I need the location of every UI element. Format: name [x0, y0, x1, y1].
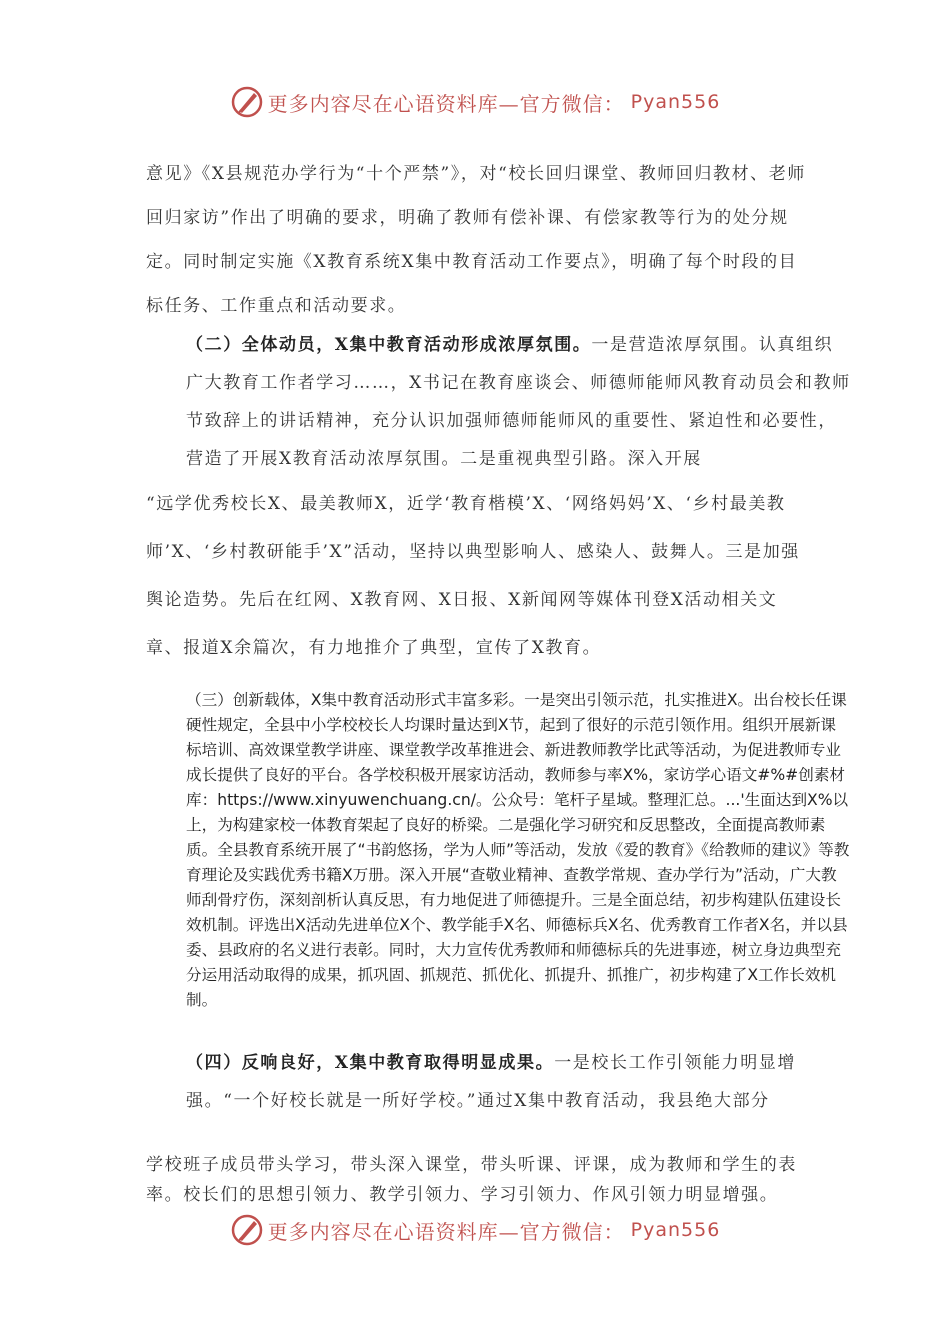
footer-banner [0, 1210, 950, 1250]
banner-text: 更多内容尽在心语资料库—官方微信： [267, 1219, 625, 1244]
paragraph-4-continued: 学校班子成员带头学习，带头深入课堂，带头听课、评课，成为教师和学生的表率。校长们的思想引领力、教学引领力、学习引领力、作风引领力明显增强。 [146, 1155, 797, 1205]
quill-pen-icon [230, 1213, 264, 1247]
banner-wechat-id: Pyan556 [630, 1219, 721, 1241]
paragraph-1: 意见》《X县规范办学行为“十个严禁”》，对“校长回归课堂、教师回归教材、老师回归家访”作出了明确的要求，明确了教师有偿补课、有偿家教等行为的处分规定。同时制定实施《X教育系统X集中教育活动工作要点》，明确了每个时段的目标任务、工作重点和活动要求。 [146, 164, 806, 316]
paragraph-4-heading: （四）反响良好，X集中教育取得明显成果。 [186, 1053, 555, 1073]
paragraph-3: （三）创新载体，X集中教育活动形式丰富多彩。一是突出引领示范，扎实推进X。出台校长任课硬性规定，全县中小学校校长人均课时量达到X节，起到了很好的示范引领作用。组织开展新课标培训、高效课堂教学讲座、课堂教学改革推进会、新进教师教学比武等活动，为促进教师专业成长提供了良好的平台。各学校积极开展家访活动，教师参与率X%，家访学心语文#%#创素材库：https://www.xinyuwenchuang.cn/。公众号：笔杆子星域。整理汇总。...'生面达到X%以上，为构建家校一体教育架起了良好的桥梁。二是强化学习研究和反思整改，全面提高教师素质。全县教育系统开展了“书韵悠扬，学为人师”等活动，发放《爱的教育》《给教师的建议》等教育理论及实践优秀书籍X万册。深入开展“查敬业精神、查教学常规、查办学行为”活动，广大教师刮骨疗伤，深刻剖析认真反思，有力地促进了师德提升。三是全面总结，初步构建队伍建设长效机制。评选出X活动先进单位X个、教学能手X名、师德标兵X名、优秀教育工作者X名，并以县委、县政府的名义进行表彰。同时，大力宣传优秀教师和师德标兵的先进事迹，树立身边典型充分运用活动取得的成果，抓巩固、抓规范、抓优化、抓提升、抓推广，初步构建了X工作长效机制。 [186, 691, 850, 1009]
paragraph-2-continued: “远学优秀校长X、最美教师X，近学‘教育楷模’X、‘网络妈妈’X、‘乡村最美教师’X、‘乡村教研能手’X”活动，坚持以典型影响人、感染人、鼓舞人。三是加强舆论造势。先后在红网、X教育网、X日报、X新闻网等媒体刊登X活动相关文章、报道X余篇次，有力地推介了典型，宣传了X教育。 [146, 494, 800, 658]
banner-wechat-id: Pyan556 [630, 91, 721, 113]
header-banner [0, 82, 950, 122]
paragraph-2-text: 一是营造浓厚氛围。认真组织广大教育工作者学习……，X书记在教育座谈会、师德师能师风教育动员会和教师节致辞上的讲话精神，充分认识加强师德师能师风的重要性、紧迫性和必要性，营造了开展X教育活动浓厚氛围。二是重视典型引路。深入开展 [186, 335, 851, 469]
banner-text: 更多内容尽在心语资料库—官方微信： [267, 91, 625, 116]
paragraph-2 [146, 326, 851, 478]
paragraph-4 [146, 1044, 851, 1120]
paragraph-4-text: 一是校长工作引领能力明显增强。“一个好校长就是一所好学校。”通过X集中教育活动，我县绝大部分 [186, 1053, 797, 1111]
paragraph-2-heading: （二）全体动员，X集中教育活动形成浓厚氛围。 [186, 335, 592, 355]
quill-pen-icon [230, 85, 264, 119]
